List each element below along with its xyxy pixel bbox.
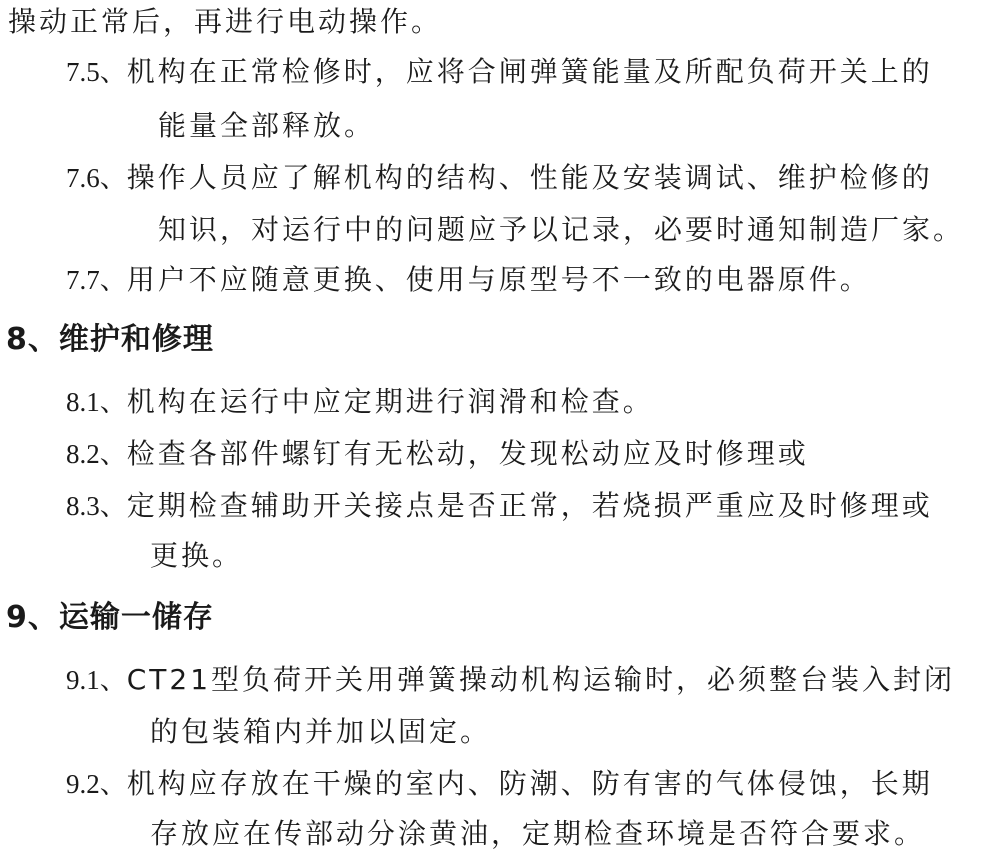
clause-8-2 <box>66 434 809 474</box>
clause-7-6-continuation <box>158 210 964 250</box>
line-text: CT21型负荷开关用弹簧操动机构运输时，必须整台装入封闭 <box>126 663 956 696</box>
clause-7-5 <box>66 52 933 92</box>
line-text: 操作人员应了解机构的结构、性能及安装调试、维护检修的 <box>126 161 933 194</box>
clause-7-6 <box>66 158 933 198</box>
line-text: 机构应存放在干燥的室内、防潮、防有害的气体侵蚀，长期 <box>126 767 933 800</box>
clause-8-1 <box>66 382 654 422</box>
clause-number: 7.5、 <box>66 57 127 87</box>
section-number: 9、 <box>6 600 59 635</box>
section-heading-8 <box>6 320 214 360</box>
clause-8-3-continuation <box>150 536 243 576</box>
section-title: 维护和修理 <box>58 322 214 357</box>
clause-9-1-continuation <box>150 712 491 752</box>
clause-8-3 <box>66 486 933 526</box>
clause-number: 9.1、 <box>66 665 127 695</box>
section-title: 运输一储存 <box>58 600 214 635</box>
clause-9-1 <box>66 660 955 700</box>
clause-7-7 <box>66 260 871 300</box>
line-text: 能量全部释放。 <box>158 109 376 142</box>
line-text: 检查各部件螺钉有无松动，发现松动应及时修理或 <box>126 437 809 470</box>
clause-number: 8.2、 <box>66 439 127 469</box>
section-number: 8、 <box>6 322 59 357</box>
clause-7-5-continuation <box>158 106 375 146</box>
line-text: 知识，对运行中的问题应予以记录，必要时通知制造厂家。 <box>158 213 965 246</box>
line-text: 更换。 <box>150 539 244 572</box>
clause-9-2-continuation <box>150 814 925 854</box>
line-text: 的包装箱内并加以固定。 <box>150 715 492 748</box>
clause-number: 8.1、 <box>66 387 127 417</box>
clause-number: 7.6、 <box>66 163 127 193</box>
line-text: 机构在运行中应定期进行润滑和检查。 <box>126 385 654 418</box>
clause-number: 7.7、 <box>66 265 127 295</box>
text-line-continuation <box>8 2 442 42</box>
clause-9-2 <box>66 764 933 804</box>
clause-number: 9.2、 <box>66 769 127 799</box>
line-text: 存放应在传部动分涂黄油，定期检查环境是否符合要求。 <box>150 817 926 850</box>
line-text: 用户不应随意更换、使用与原型号不一致的电器原件。 <box>126 263 871 296</box>
line-text: 定期检查辅助开关接点是否正常，若烧损严重应及时修理或 <box>126 489 933 522</box>
line-text: 操动正常后，再进行电动操作。 <box>8 5 443 38</box>
line-text: 机构在正常检修时，应将合闸弹簧能量及所配负荷开关上的 <box>126 55 933 88</box>
clause-number: 8.3、 <box>66 491 127 521</box>
section-heading-9 <box>6 598 214 638</box>
